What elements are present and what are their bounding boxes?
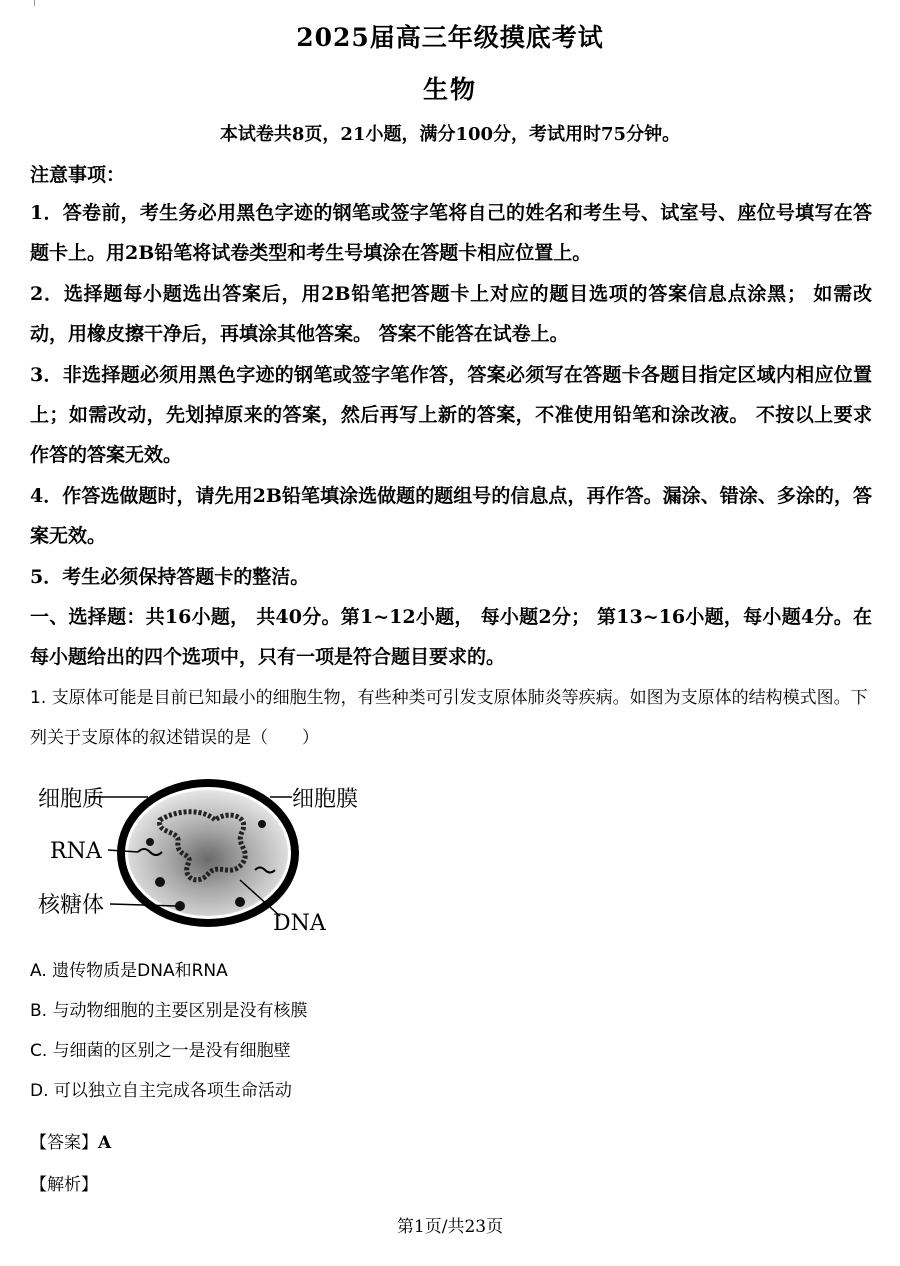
option-c: C. 与细菌的区别之一是没有细胞壁 <box>30 1041 291 1061</box>
ribosome-dot <box>155 877 165 887</box>
notice-heading: 注意事项： <box>30 164 126 186</box>
ribosome-dot <box>258 820 266 828</box>
option-d: D. 可以独立自主完成各项生命活动 <box>30 1081 292 1101</box>
ribosome-dot <box>175 901 185 911</box>
label-cytoplasm: 细胞质 <box>38 787 105 812</box>
exam-title: 2025届高三年级摸底考试 <box>296 23 604 52</box>
section-heading: 一、选择题：共16小题， 共40分。第1~12小题， 每小题2分； 第13~16小题，每小题4分。在每小题给出的四个选项中，只有一项是符合题目要求的。 <box>30 606 872 668</box>
notice-item-1: 1．答卷前，考生务必用黑色字迹的钢笔或签字笔将自己的姓名和考生号、试室号、座位号填写在答题卡上。用2B铅笔将试卷类型和考生号填涂在答题卡相应位置上。 <box>30 202 872 264</box>
answer-line <box>30 1128 111 1153</box>
answer-value: A <box>98 1133 112 1153</box>
question-stem: 1. 支原体可能是目前已知最小的细胞生物，有些种类可引发支原体肺炎等疾病。如图为支原体的结构模式图。下列关于支原体的叙述错误的是（ ） <box>30 688 868 748</box>
label-rna: RNA <box>50 839 102 864</box>
ribosome-dot <box>146 838 154 846</box>
margin-mark <box>34 0 35 6</box>
analysis-label: 【解析】 <box>30 1175 98 1195</box>
option-a: A. 遗传物质是DNA和RNA <box>30 961 228 981</box>
subject-title: 生物 <box>422 75 477 104</box>
notice-item-5: 5．考生必须保持答题卡的整洁。 <box>30 566 310 588</box>
notice-item-4: 4．作答选做题时，请先用2B铅笔填涂选做题的题组号的信息点，再作答。漏涂、错涂、多涂的，答案无效。 <box>30 485 872 547</box>
label-ribosome: 核糖体 <box>38 893 105 918</box>
answer-label: 【答案】 <box>30 1133 98 1153</box>
label-dna: DNA <box>273 911 326 936</box>
exam-info: 本试卷共8页，21小题，满分100分，考试用时75分钟。 <box>219 124 681 145</box>
page-footer: 第1页/共23页 <box>396 1217 504 1237</box>
notice-item-2: 2．选择题每小题选出答案后，用2B铅笔把答题卡上对应的题目选项的答案信息点涂黑； 如需改动，用橡皮擦干净后，再填涂其他答案。 答案不能答在试卷上。 <box>30 283 872 345</box>
notice-item-3: 3．非选择题必须用黑色字迹的钢笔或签字笔作答，答案必须写在答题卡各题目指定区域内相应位置上；如需改动，先划掉原来的答案，然后再写上新的答案，不准使用铅笔和涂改液。 不按以上要求作答的答案无效。 <box>30 364 872 466</box>
mycoplasma-diagram <box>30 770 380 940</box>
label-membrane: 细胞膜 <box>292 787 359 812</box>
ribosome-dot <box>235 897 245 907</box>
option-b: B. 与动物细胞的主要区别是没有核膜 <box>30 1001 308 1021</box>
